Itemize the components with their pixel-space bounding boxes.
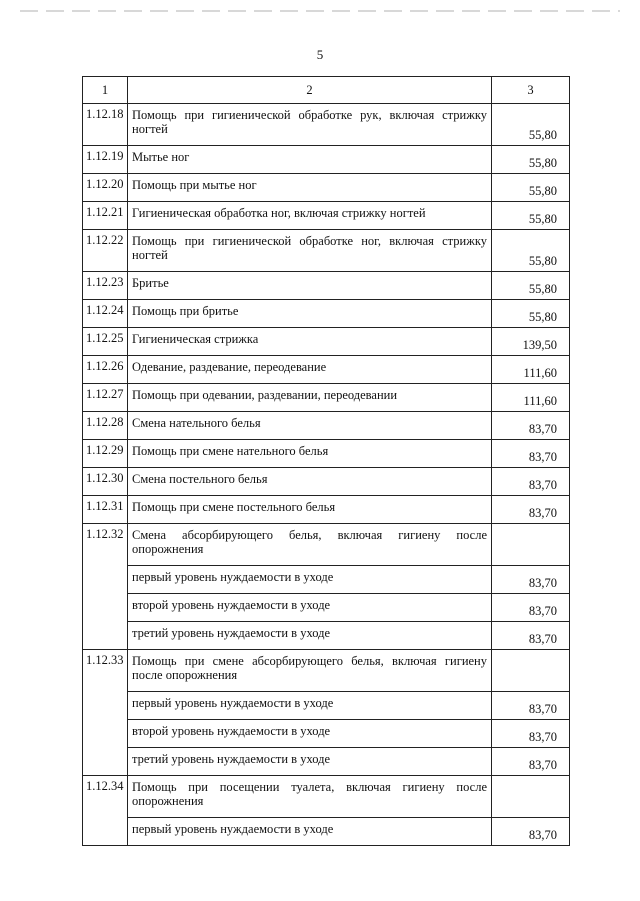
- row-code: 1.12.20: [83, 174, 128, 202]
- row-price: 55,80: [492, 146, 570, 174]
- row-code: 1.12.29: [83, 440, 128, 468]
- subrow-price: 83,70: [492, 566, 570, 594]
- subrow-price: 83,70: [492, 748, 570, 776]
- row-service-name: Помощь при гигиенической обработке ног, включая стрижку ногтей: [128, 230, 492, 272]
- table-row: [83, 650, 570, 692]
- table-row: [83, 524, 570, 566]
- row-code: 1.12.34: [83, 776, 128, 846]
- subrow-price: 83,70: [492, 692, 570, 720]
- row-service-name: Помощь при гигиенической обработке рук, включая стрижку ногтей: [128, 104, 492, 146]
- row-service-name: Помощь при смене абсорбирующего белья, включая гигиену после опорожнения: [128, 650, 492, 692]
- subrow-care-level: второй уровень нуждаемости в уходе: [128, 720, 492, 748]
- row-code: 1.12.26: [83, 356, 128, 384]
- row-code: 1.12.32: [83, 524, 128, 650]
- row-price: 83,70: [492, 440, 570, 468]
- table-row: [83, 384, 570, 412]
- subrow-care-level: первый уровень нуждаемости в уходе: [128, 818, 492, 846]
- row-price: [492, 650, 570, 692]
- row-service-name: Помощь при смене нательного белья: [128, 440, 492, 468]
- table-row: [83, 272, 570, 300]
- subrow-care-level: второй уровень нуждаемости в уходе: [128, 594, 492, 622]
- row-price: 83,70: [492, 496, 570, 524]
- row-code: 1.12.25: [83, 328, 128, 356]
- table-row: [83, 776, 570, 818]
- row-price: [492, 524, 570, 566]
- table-subrow: [83, 594, 570, 622]
- table-row: [83, 300, 570, 328]
- subrow-price: 83,70: [492, 622, 570, 650]
- table-subrow: [83, 748, 570, 776]
- table-subrow: [83, 818, 570, 846]
- table-row: [83, 230, 570, 272]
- table-row: [83, 496, 570, 524]
- row-price: 111,60: [492, 384, 570, 412]
- row-code: 1.12.22: [83, 230, 128, 272]
- subrow-care-level: третий уровень нуждаемости в уходе: [128, 748, 492, 776]
- table-row: [83, 356, 570, 384]
- row-price: 55,80: [492, 272, 570, 300]
- table-row: [83, 146, 570, 174]
- scan-artifact-line: [20, 10, 620, 12]
- row-price: 55,80: [492, 202, 570, 230]
- row-price: 111,60: [492, 356, 570, 384]
- row-price: 83,70: [492, 412, 570, 440]
- row-service-name: Гигиеническая стрижка: [128, 328, 492, 356]
- row-price: 139,50: [492, 328, 570, 356]
- table-row: [83, 468, 570, 496]
- table-subrow: [83, 622, 570, 650]
- page-number: 5: [316, 47, 324, 62]
- subrow-care-level: первый уровень нуждаемости в уходе: [128, 692, 492, 720]
- row-price: 55,80: [492, 104, 570, 146]
- row-code: 1.12.19: [83, 146, 128, 174]
- row-code: 1.12.18: [83, 104, 128, 146]
- row-price: 55,80: [492, 230, 570, 272]
- table-row: [83, 328, 570, 356]
- row-service-name: Одевание, раздевание, переодевание: [128, 356, 492, 384]
- subrow-price: 83,70: [492, 818, 570, 846]
- row-service-name: Смена постельного белья: [128, 468, 492, 496]
- row-service-name: Мытье ног: [128, 146, 492, 174]
- row-service-name: Помощь при одевании, раздевании, переодевании: [128, 384, 492, 412]
- row-code: 1.12.28: [83, 412, 128, 440]
- table-row: [83, 202, 570, 230]
- row-code: 1.12.24: [83, 300, 128, 328]
- row-service-name: Помощь при бритье: [128, 300, 492, 328]
- table-row: [83, 440, 570, 468]
- row-code: 1.12.27: [83, 384, 128, 412]
- table-subrow: [83, 720, 570, 748]
- subrow-price: 83,70: [492, 720, 570, 748]
- table-subrow: [83, 566, 570, 594]
- column-header-1: 1: [83, 77, 128, 104]
- subrow-price: 83,70: [492, 594, 570, 622]
- row-price: [492, 776, 570, 818]
- subrow-care-level: первый уровень нуждаемости в уходе: [128, 566, 492, 594]
- row-price: 55,80: [492, 174, 570, 202]
- row-code: 1.12.30: [83, 468, 128, 496]
- row-price: 83,70: [492, 468, 570, 496]
- column-header-2: 2: [128, 77, 492, 104]
- column-header-3: 3: [492, 77, 570, 104]
- row-code: 1.12.33: [83, 650, 128, 776]
- table-row: [83, 104, 570, 146]
- row-service-name: Помощь при посещении туалета, включая гигиену после опорожнения: [128, 776, 492, 818]
- row-service-name: Бритье: [128, 272, 492, 300]
- row-code: 1.12.23: [83, 272, 128, 300]
- table-body: [83, 104, 570, 846]
- table-row: [83, 412, 570, 440]
- table-row: [83, 174, 570, 202]
- subrow-care-level: третий уровень нуждаемости в уходе: [128, 622, 492, 650]
- row-code: 1.12.31: [83, 496, 128, 524]
- row-service-name: Гигиеническая обработка ног, включая стрижку ногтей: [128, 202, 492, 230]
- tariff-table: [82, 76, 570, 846]
- row-service-name: Смена нательного белья: [128, 412, 492, 440]
- table-header-row: [83, 77, 570, 104]
- row-price: 55,80: [492, 300, 570, 328]
- table-subrow: [83, 692, 570, 720]
- row-service-name: Смена абсорбирующего белья, включая гигиену после опорожнения: [128, 524, 492, 566]
- row-service-name: Помощь при смене постельного белья: [128, 496, 492, 524]
- row-code: 1.12.21: [83, 202, 128, 230]
- row-service-name: Помощь при мытье ног: [128, 174, 492, 202]
